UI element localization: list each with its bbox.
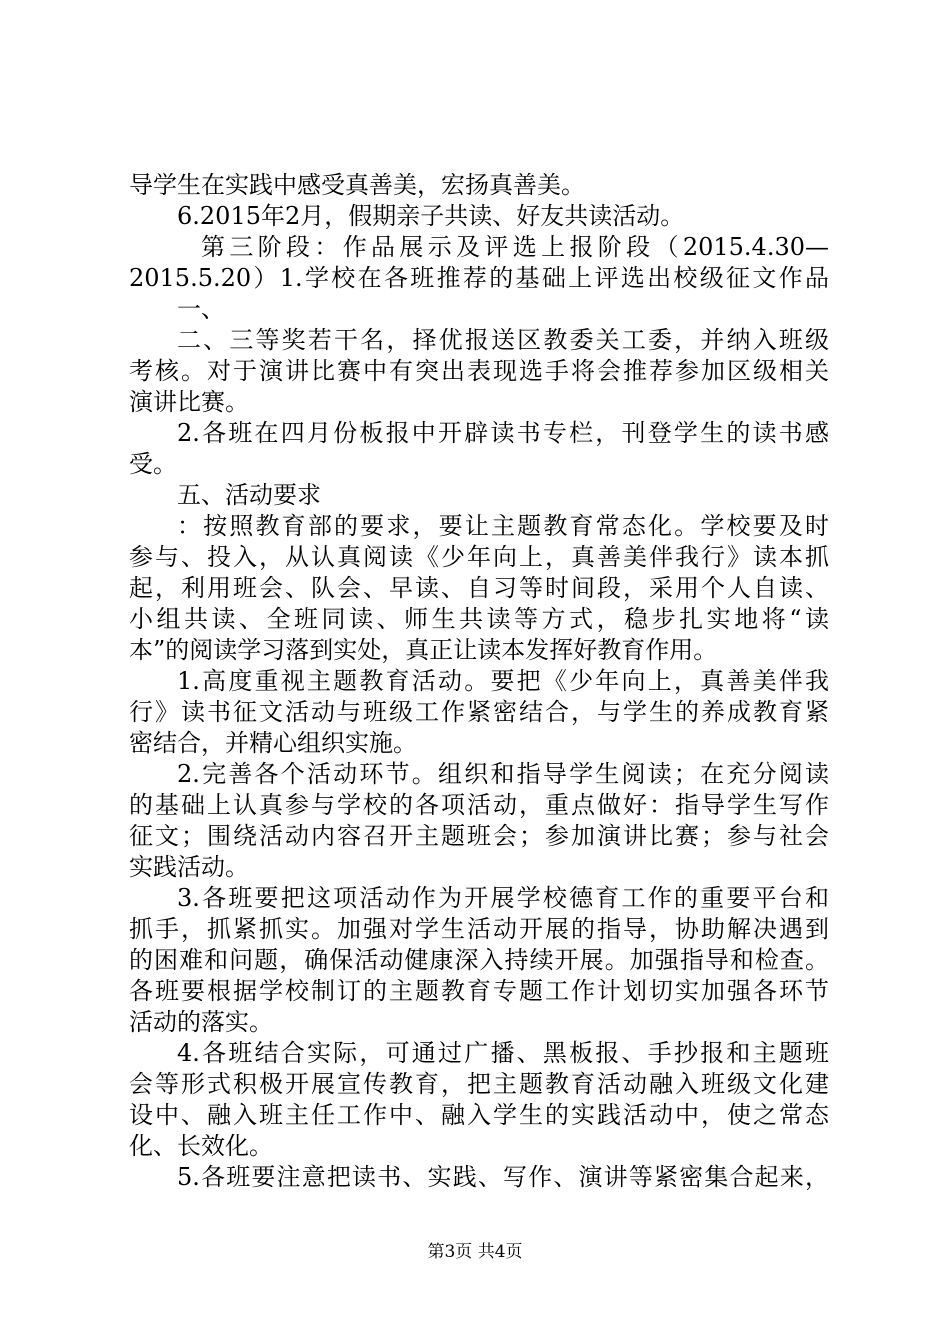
text-line: 1.高度重视主题教育活动。要把《少年向上，真善美伴我 [177,667,829,695]
text-line: ：按照教育部的要求，要让主题教育常态化。学校要及时 [177,512,829,540]
text-line: 考核。对于演讲比赛中有突出表现选手将会推荐参加区级相关 [129,357,829,385]
text-line: 2.各班在四月份板报中开辟读书专栏，刊登学生的读书感 [177,419,829,447]
text-line: 3.各班要把这项活动作为开展学校德育工作的重要平台和 [177,884,829,912]
text-line: 二、三等奖若干名，择优报送区教委关工委，并纳入班级 [177,326,829,354]
text-line: 各班要根据学校制订的主题教育专题工作计划切实加强各环节 [129,977,829,1005]
text-line: 行》读书征文活动与班级工作紧密结合，与学生的养成教育紧 [129,698,829,726]
text-line: 6.2015年2月，假期亲子共读、好友共读活动。 [177,202,685,230]
text-line: 参与、投入，从认真阅读《少年向上，真善美伴我行》读本抓 [129,543,829,571]
text-line: 导学生在实践中感受真善美，宏扬真善美。 [129,171,585,199]
text-line: 本”的阅读学习落到实处，真正让读本发挥好教育作用。 [129,636,718,664]
text-line: 活动的落实。 [129,1008,273,1036]
text-line: 的基础上认真参与学校的各项活动，重点做好：指导学生写作 [129,791,829,819]
text-line: 演讲比赛。 [129,388,249,416]
text-line: 2015.5.20）1.学校在各班推荐的基础上评选出校级征文作品 [129,264,829,292]
text-line: 小组共读、全班同读、师生共读等方式，稳步扎实地将“读 [129,605,829,633]
text-line: 抓手，抓紧抓实。加强对学生活动开展的指导，协助解决遇到 [129,915,829,943]
text-line: 2.完善各个活动环节。组织和指导学生阅读；在充分阅读 [177,760,829,788]
text-line: 第三阶段：作品展示及评选上报阶段（2015.4.30— [201,233,829,261]
document-body [129,170,829,1193]
text-line: 密结合，并精心组织实施。 [129,729,417,757]
text-line: 的困难和问题，确保活动健康深入持续开展。加强指导和检查。 [129,946,829,974]
page-number-footer: 第3页 共4页 [427,1242,523,1262]
text-line: 会等形式积极开展宣传教育，把主题教育活动融入班级文化建 [129,1070,829,1098]
text-line: 起，利用班会、队会、早读、自习等时间段，采用个人自读、 [129,574,829,602]
text-line: 征文；围绕活动内容召开主题班会；参加演讲比赛；参与社会 [129,822,829,850]
section-heading: 五、活动要求 [177,481,321,509]
text-line: 化、长效化。 [129,1132,273,1160]
text-line: 一、 [177,295,225,323]
text-line: 实践活动。 [129,853,249,881]
text-line: 设中、融入班主任工作中、融入学生的实践活动中，使之常态 [129,1101,829,1129]
text-line: 4.各班结合实际，可通过广播、黑板报、手抄报和主题班 [177,1039,829,1067]
text-line: 5.各班要注意把读书、实践、写作、演讲等紧密集合起来， [177,1163,829,1191]
text-line: 受。 [129,450,177,478]
